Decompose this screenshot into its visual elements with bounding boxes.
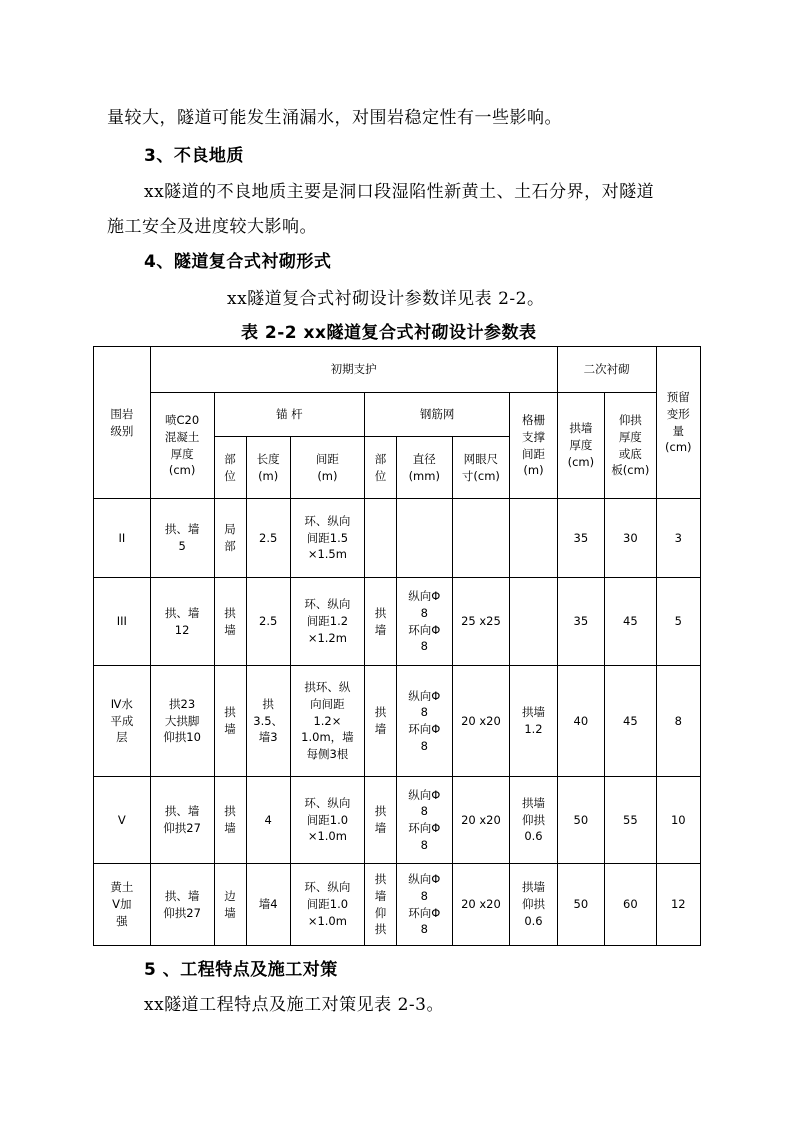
table-row	[94, 499, 701, 578]
table-row	[94, 578, 701, 666]
header-mesh-size: 网眼尺 寸(cm)	[452, 437, 510, 499]
table-cell: 拱墙 仰拱 0.6	[510, 777, 557, 864]
table-cell	[510, 578, 557, 666]
table-cell: 35	[557, 578, 604, 666]
header-anchor-length: 长度 (m)	[246, 437, 290, 499]
table-cell: 45	[605, 666, 657, 777]
header-arch-wall-thickness: 拱墙 厚度 (cm)	[557, 393, 604, 499]
table-cell: 拱 墙	[365, 578, 397, 666]
header-mesh-position: 部 位	[365, 437, 397, 499]
table-cell: 局 部	[214, 499, 246, 578]
table-cell: 20 x20	[452, 777, 510, 864]
table-cell: 2.5	[246, 578, 290, 666]
table-cell: 20 x20	[452, 666, 510, 777]
table-cell: 30	[605, 499, 657, 578]
table-cell: 3	[656, 499, 700, 578]
header-steel-mesh: 钢筋网	[365, 393, 510, 437]
lining-parameter-table	[93, 346, 701, 946]
header-reserved-deformation: 预留 变形 量 (cm)	[656, 347, 700, 499]
table-cell: 拱23 大拱脚 仰拱10	[150, 666, 214, 777]
header-anchor: 锚 杆	[214, 393, 364, 437]
table-row	[94, 864, 701, 946]
header-anchor-position: 部 位	[214, 437, 246, 499]
table-cell: 纵向Φ 8 环向Φ 8	[396, 777, 452, 864]
paragraph-text: xx隧道复合式衬砌设计参数详见表 2-2。	[227, 289, 545, 309]
header-invert-thickness: 仰拱 厚度 或底 板(cm)	[605, 393, 657, 499]
table-cell: 拱 墙	[214, 666, 246, 777]
header-mesh-diameter: 直径 (mm)	[396, 437, 452, 499]
section-heading-lining: 4、隧道复合式衬砌形式	[144, 252, 332, 272]
table-cell: 4	[246, 777, 290, 864]
header-rock-class: 围岩 级别	[94, 347, 151, 499]
table-cell: 8	[656, 666, 700, 777]
table-cell: III	[94, 578, 151, 666]
header-shotcrete-thickness: 喷C20 混凝土 厚度 (cm)	[150, 393, 214, 499]
table-cell: 45	[605, 578, 657, 666]
table-cell: 5	[656, 578, 700, 666]
table-cell: 拱墙 仰拱 0.6	[510, 864, 557, 946]
table-cell: 40	[557, 666, 604, 777]
table-cell	[396, 499, 452, 578]
table-cell: 环、纵向 间距1.0 ×1.0m	[290, 777, 364, 864]
table-cell: 拱、墙 12	[150, 578, 214, 666]
table-caption: 表 2-2 xx隧道复合式衬砌设计参数表	[241, 323, 537, 343]
table-row	[94, 777, 701, 864]
table-cell: 拱、墙 仰拱27	[150, 777, 214, 864]
table-cell: 55	[605, 777, 657, 864]
table-cell: 拱 墙	[365, 666, 397, 777]
section-heading-characteristics: 5 、工程特点及施工对策	[144, 960, 338, 980]
table-cell: 35	[557, 499, 604, 578]
table-cell: 墙4	[246, 864, 290, 946]
table-cell: 10	[656, 777, 700, 864]
paragraph-text: 施工安全及进度较大影响。	[107, 217, 317, 237]
table-cell: 拱 墙 仰 拱	[365, 864, 397, 946]
table-cell	[510, 499, 557, 578]
section-heading-bad-geology: 3、不良地质	[144, 146, 244, 166]
header-grid-support: 格栅 支撑 间距 (m)	[510, 393, 557, 499]
table-cell: 50	[557, 864, 604, 946]
table-cell: 拱、墙 5	[150, 499, 214, 578]
table-cell: Ⅳ水 平成 层	[94, 666, 151, 777]
table-cell: 拱 墙	[214, 578, 246, 666]
paragraph-text: xx隧道工程特点及施工对策见表 2-3。	[144, 995, 444, 1015]
table-cell: II	[94, 499, 151, 578]
header-secondary-lining: 二次衬砌	[557, 347, 656, 393]
table-cell: 拱墙 1.2	[510, 666, 557, 777]
table-cell: 拱 墙	[214, 777, 246, 864]
table-cell: 环、纵向 间距1.0 ×1.0m	[290, 864, 364, 946]
header-initial-support: 初期支护	[150, 347, 557, 393]
table-cell: 黄土 V加 强	[94, 864, 151, 946]
table-cell: 纵向Φ 8 环向Φ 8	[396, 864, 452, 946]
table-cell: 拱 墙	[365, 777, 397, 864]
table-cell: 边 墙	[214, 864, 246, 946]
table-cell: 拱、墙 仰拱27	[150, 864, 214, 946]
table-cell: 纵向Φ 8 环向Φ 8	[396, 666, 452, 777]
table-cell	[452, 499, 510, 578]
table-cell: 20 x20	[452, 864, 510, 946]
table-cell	[365, 499, 397, 578]
table-cell: 环、纵向 间距1.2 ×1.2m	[290, 578, 364, 666]
table-cell: 拱 3.5、 墙3	[246, 666, 290, 777]
table-cell: 12	[656, 864, 700, 946]
table-cell: 2.5	[246, 499, 290, 578]
table-row	[94, 666, 701, 777]
table-cell: 50	[557, 777, 604, 864]
table-cell: 纵向Φ 8 环向Φ 8	[396, 578, 452, 666]
paragraph-text: 量较大，隧道可能发生涌漏水，对围岩稳定性有一些影响。	[107, 108, 562, 128]
table-cell: 60	[605, 864, 657, 946]
table-cell: 25 x25	[452, 578, 510, 666]
table-cell: 环、纵向 间距1.5 ×1.5m	[290, 499, 364, 578]
table-cell: V	[94, 777, 151, 864]
paragraph-text: xx隧道的不良地质主要是洞口段湿陷性新黄土、土石分界，对隧道	[144, 182, 655, 202]
table-cell: 拱环、纵 向间距 1.2× 1.0m，墙 每侧3根	[290, 666, 364, 777]
header-anchor-spacing: 间距 (m)	[290, 437, 364, 499]
